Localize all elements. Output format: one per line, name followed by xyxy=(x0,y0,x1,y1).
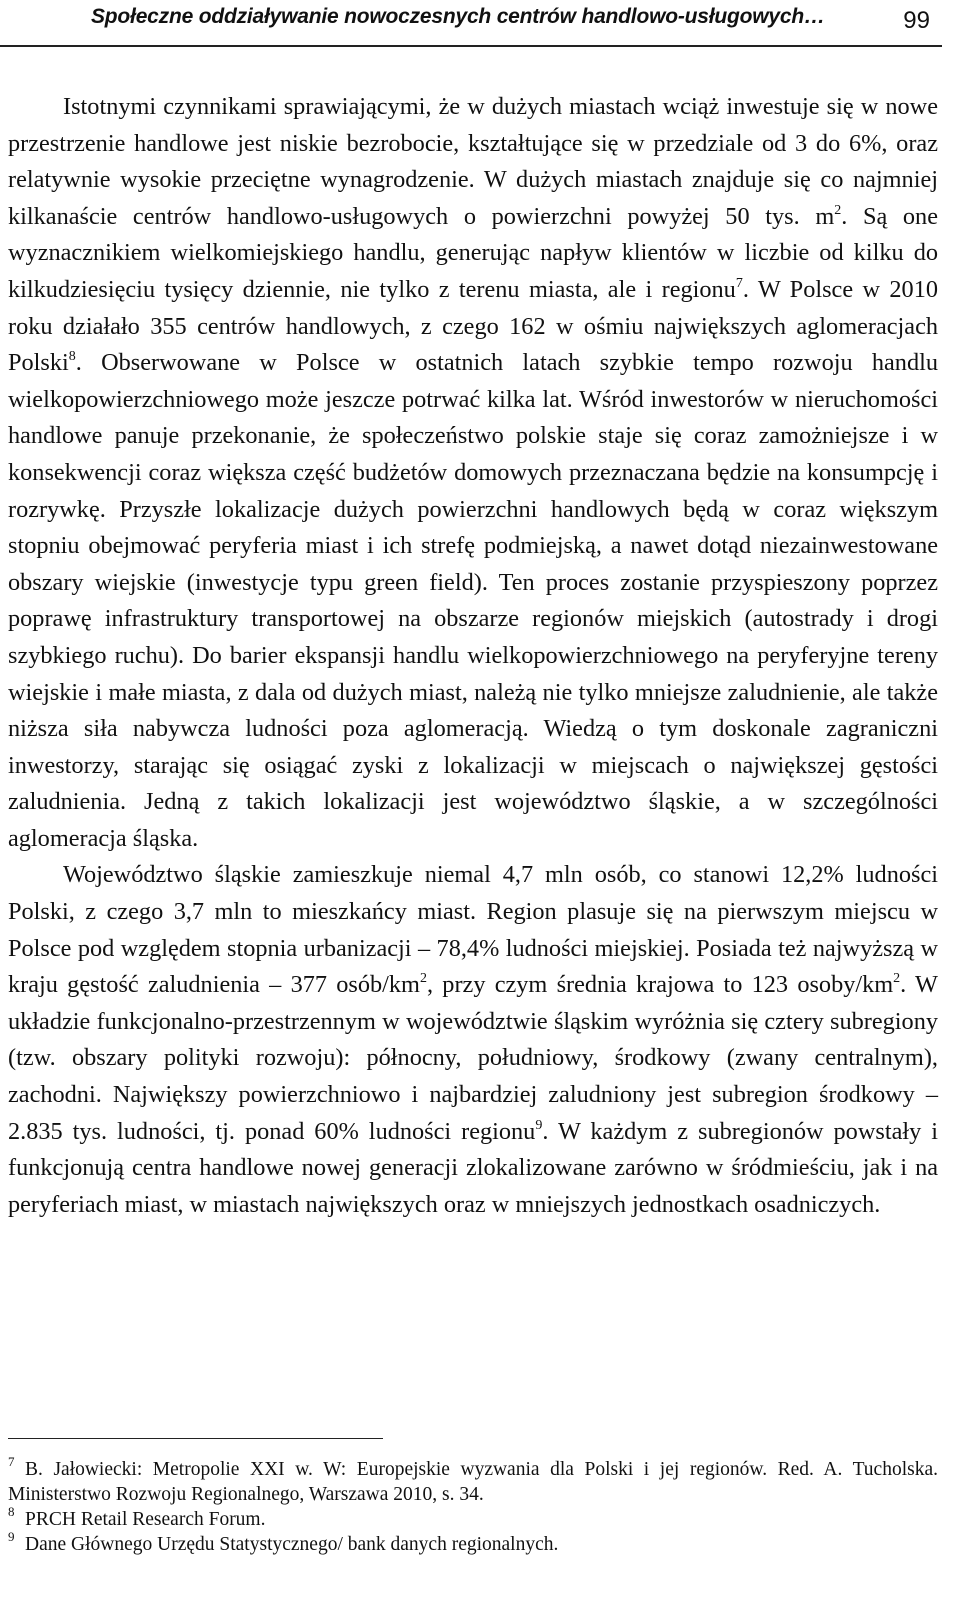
paragraph-2 xyxy=(8,857,938,1223)
footnote-7: 7 B. Jałowiecki: Metropolie XXI w. W: Europejskie wyzwania dla Polski i jej regionów. Red. A. Tucholska. Ministerstwo Rozwoju Regionalnego, Warszawa 2010, s. 34. xyxy=(8,1454,938,1505)
page-number: 99 xyxy=(903,7,930,34)
footnote-8: 8 PRCH Retail Research Forum. xyxy=(8,1504,266,1530)
paragraph-1-text-b: . Są one wyznacznikiem wielkomiejskiego handlu, generując napływ klientów w liczbie od kilku do kilkudziesięciu tysięcy dziennie, nie tylko z terenu miasta, ale i regionu xyxy=(8,202,938,303)
paragraph-1-text-c: . W Polsce w 2010 roku działało 355 centrów handlowych, z czego 162 w ośmiu największych aglomeracjach Polski xyxy=(8,275,938,377)
footnote-separator xyxy=(8,1438,383,1439)
footnote-text: Dane Głównego Urzędu Statystycznego/ bank danych regionalnych. xyxy=(25,1534,559,1555)
paragraph-2-text-a: Województwo śląskie zamieszkuje niemal 4,7 mln osób, co stanowi 12,2% ludności Polski, z czego 3,7 mln to mieszkańcy miast. Region plasuje się na pierwszym miejscu w Polsce pod względem stopnia urbanizacji – 78,4% ludności miejskiej. Posiada też najwyższą w kraju gęstość zaludnienia – 377 osób/km xyxy=(8,861,938,999)
paragraph-2-text-d: . W każdym z subregionów powstały i funkcjonują centra handlowe nowej generacji zlokalizowane zarówno w śródmieściu, jak i na peryferiach miast, w miastach największych oraz w mniejszych jednostkach osadniczych. xyxy=(8,1117,938,1218)
paragraph-2-text-c: . W układzie funkcjonalno-przestrzennym w województwie śląskim wyróżnia się cztery subregiony (tzw. obszary polityki rozwoju): północny, południowy, środkowy (zwany centralnym), zachodni. Największy powierzchniowo i najbardziej zaludniony jest subregion środkowy – 2.835 tys. ludności, tj. ponad 60% ludności regionu xyxy=(8,971,938,1145)
running-header xyxy=(0,0,942,47)
paragraph-2-text-b: , przy czym średnia krajowa to 123 osoby/km xyxy=(426,971,894,999)
paragraph-1-text-d: . Obserwowane w Polsce w ostatnich latach szybkie tempo rozwoju handlu wielkopowierzchniowego może jeszcze potrwać kilka lat. Wśród inwestorów w nieruchomości handlowe panuje przekonanie, że społeczeństwo polskie staje się coraz zamożniejsze i w konsekwencji coraz większa część budżetów domowych przeznaczana będzie na konsumpcję i rozrywkę. Przyszłe lokalizacje dużych powierzchni handlowych będą w coraz większym stopniu obejmować peryferia miast i ich strefę podmiejską, a nawet dotąd niezainwestowane obszary wiejskie (inwestycje typu green field). Ten proces zostanie przyspieszony poprzez poprawę infrastruktury transportowej na obszarze regionów miejskich (autostrady i drogi szybkiego ruchu). Do barier ekspansji handlu wielkopowierzchniowego na peryferyjne tereny wiejskie i małe miasta, z dala od dużych miast, należą nie tylko mniejsze zaludnienie, ale także niższa siła nabywcza ludności poza aglomeracją. Wiedzą o tym doskonale zagraniczni inwestorzy, starając się osiągać zyski z lokalizacji w miejscach o największej gęstości zaludnienia. Jedną z takich lokalizacji jest województwo śląskie, a w szczególności aglomeracja śląska. xyxy=(8,349,938,852)
footnote-9: 9 Dane Głównego Urzędu Statystycznego/ bank danych regionalnych. xyxy=(8,1529,559,1555)
footnote-ref-7: 7 xyxy=(735,275,743,291)
footnote-text: PRCH Retail Research Forum. xyxy=(25,1509,266,1530)
footnote-ref-9: 9 xyxy=(535,1117,543,1133)
body-text xyxy=(8,89,938,1223)
superscript-km2-b: 2 xyxy=(893,971,901,987)
paragraph-1 xyxy=(8,89,938,857)
footnotes xyxy=(8,1454,938,1557)
footnote-text: B. Jałowiecki: Metropolie XXI w. W: Europejskie wyzwania dla Polski i jej regionów. Red. A. Tucholska. Ministerstwo Rozwoju Regionalnego, Warszawa 2010, s. 34. xyxy=(8,1459,938,1505)
paragraph-1-text-a: Istotnymi czynnikami sprawiającymi, że w dużych miastach wciąż inwestuje się w nowe przestrzenie handlowe jest niskie bezrobocie, kształtujące się w przedziale od 3 do 6%, oraz relatywnie wysokie przeciętne wynagrodzenie. W dużych miastach znajduje się co najmniej kilkanaście centrów handlowo-usługowych o powierzchni powyżej 50 tys. m xyxy=(8,93,938,230)
running-header-title: Społeczne oddziaływanie nowoczesnych centrów handlowo-usługowych… xyxy=(91,5,825,28)
footnote-ref-8: 8 xyxy=(68,349,76,365)
superscript-m2: 2 xyxy=(834,202,842,218)
superscript-km2-a: 2 xyxy=(419,971,427,987)
